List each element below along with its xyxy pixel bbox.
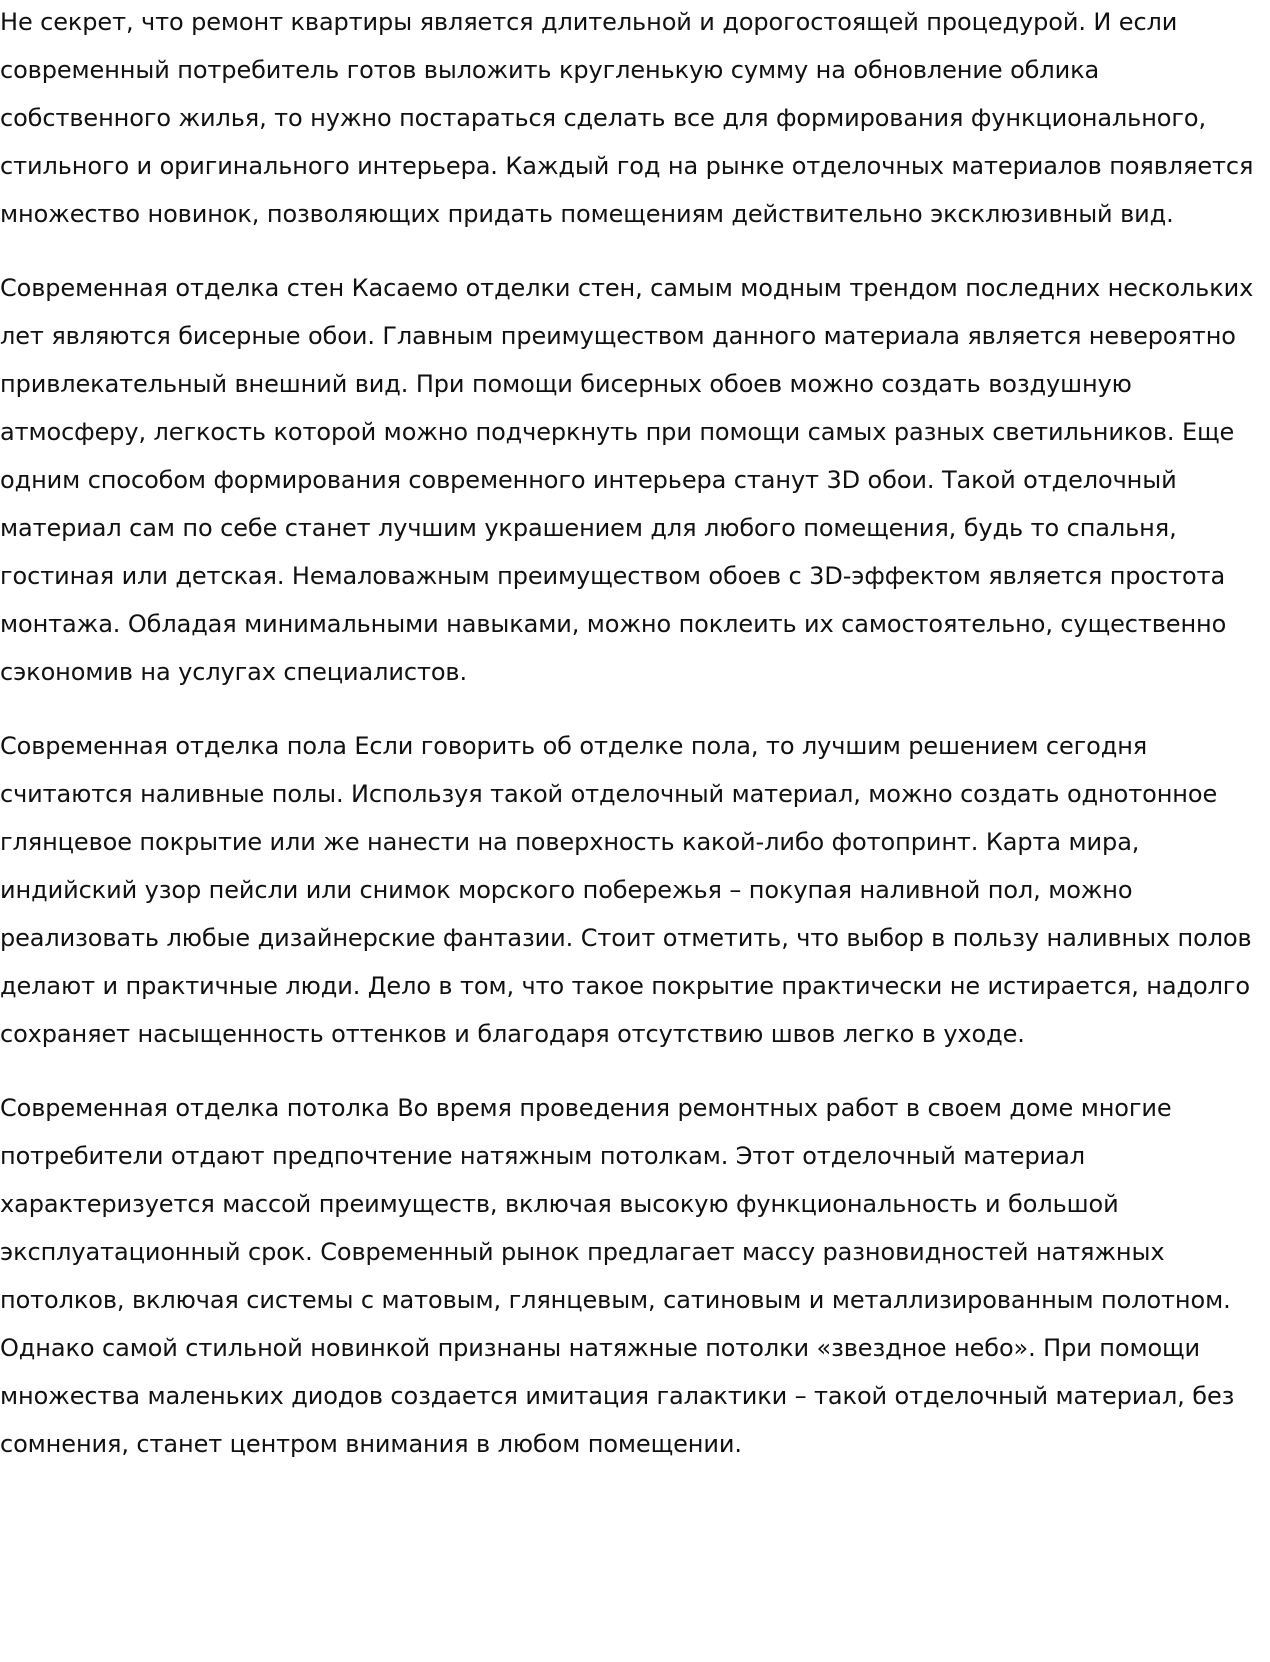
paragraph-walls: Современная отделка стен Касаемо отделки стен, самым модным трендом последних нескольких лет являются бисерные обои. Главным преимуществом данного материала является невероятно привлекательный внешний вид. При помощи бисерных обоев можно создать воздушную атмосферу, легкость которой можно подчеркнуть при помощи самых разных светильников. Еще одним способом формирования современного интерьера станут 3D обои. Такой отделочный материал сам по себе станет лучшим украшением для любого помещения, будь то спальня, гостиная или детская. Немаловажным преимуществом обоев с 3D-эффектом является простота монтажа. Обладая минимальными навыками, можно поклеить их самостоятельно, существенно сэкономив на услугах специалистов.	[0, 274, 1254, 686]
paragraph-floor: Современная отделка пола Если говорить об отделке пола, то лучшим решением сегодня считаются наливные полы. Используя такой отделочный материал, можно создать однотонное глянцевое покрытие или же нанести на поверхность какой-либо фотопринт. Карта мира, индийский узор пейсли или снимок морского побережья – покупая наливной пол, можно реализовать любые дизайнерские фантазии. Стоит отметить, что выбор в пользу наливных полов делают и практичные люди. Дело в том, что такое покрытие практически не истирается, надолго сохраняет насыщенность оттенков и благодаря отсутствию швов легко в уходе.	[0, 732, 1252, 1048]
paragraph-intro: Не секрет, что ремонт квартиры является длительной и дорогостоящей процедурой. И если современный потребитель готов выложить кругленькую сумму на обновление облика собственного жилья, то нужно постараться сделать все для формирования функционального, стильного и оригинального интерьера. Каждый год на рынке отделочных материалов появляется множество новинок, позволяющих придать помещениям действительно эксклюзивный вид.	[0, 8, 1254, 228]
paragraph-ceiling: Современная отделка потолка Во время проведения ремонтных работ в своем доме многие потребители отдают предпочтение натяжным потолкам. Этот отделочный материал характеризуется массой преимуществ, включая высокую функциональность и большой эксплуатационный срок. Современный рынок предлагает массу разновидностей натяжных потолков, включая системы с матовым, глянцевым, сатиновым и металлизированным полотном. Однако самой стильной новинкой признаны натяжные потолки «звездное небо». При помощи множества маленьких диодов создается имитация галактики – такой отделочный материал, без сомнения, станет центром внимания в любом помещении.	[0, 1094, 1235, 1458]
